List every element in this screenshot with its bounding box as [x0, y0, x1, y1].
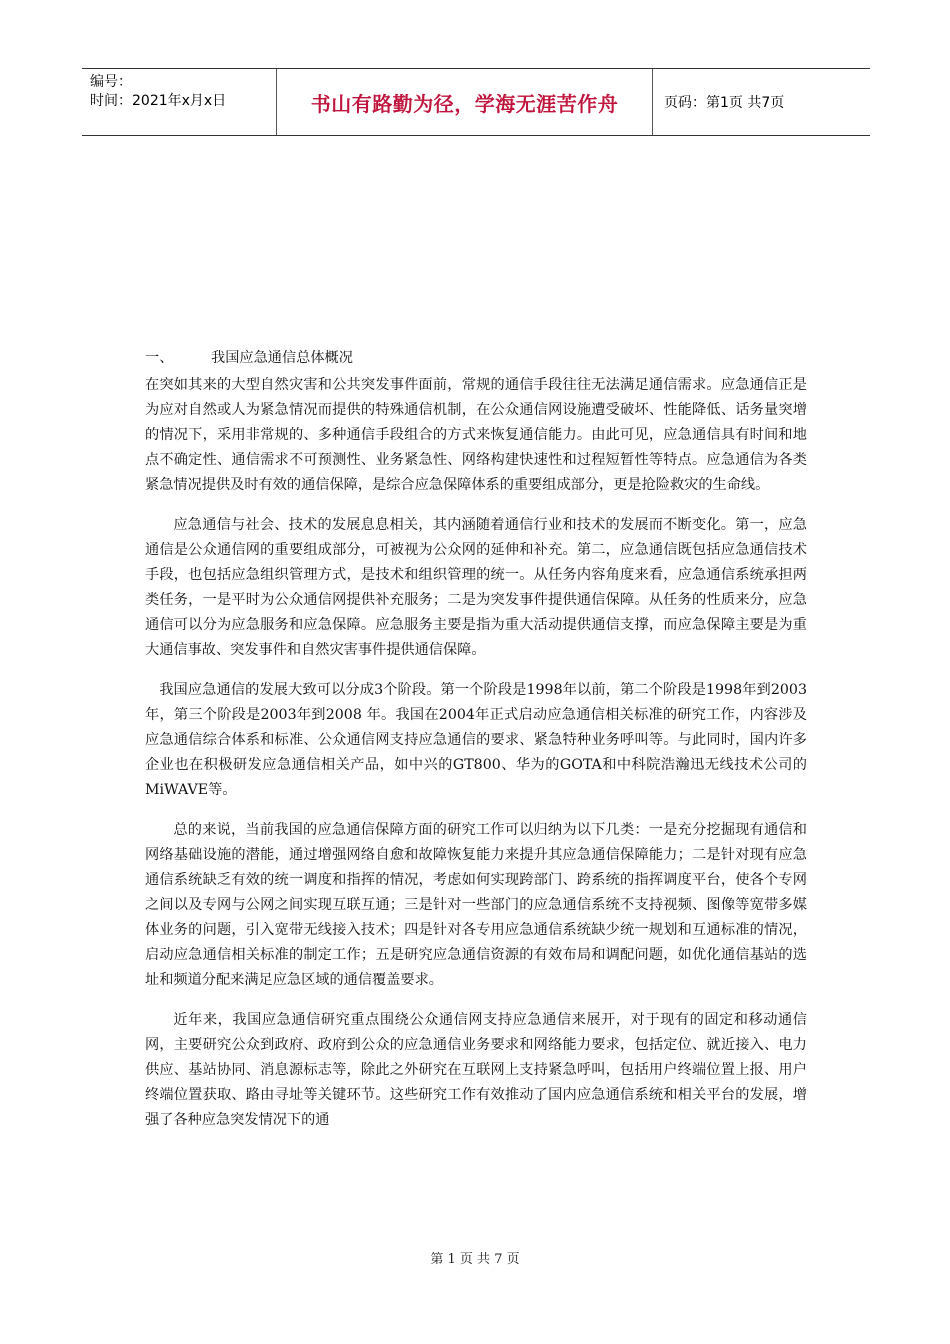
paragraph-history: 我国应急通信的发展大致可以分成3个阶段。第一个阶段是1998年以前，第二个阶段是1998年到2003年，第三个阶段是2003年到2008 年。我国在2004年正式启动应急通信相关标准的研究工作，内容涉及应急通信综合体系和标准、公众通信网支持应急通信的要求、紧急特种业务呼叫等。与此同时，国内许多企业也在积极研发应急通信相关产品，如中兴的GT800、华为的GOTA和中科院浩瀚迅无线技术公司的MiWAVE等。 — [145, 682, 807, 798]
section-number: 一、 — [145, 350, 174, 366]
header-motto: 书山有路勤为径，学海无涯苦作舟 — [310, 91, 619, 116]
paragraph-connotation: 应急通信与社会、技术的发展息息相关，其内涵随着通信行业和技术的发展而不断变化。第一，应急通信是公众通信网的重要组成部分，可被视为公众网的延伸和补充。第二，应急通信既包括应急通信技术手段，也包括应急组织管理方式，是技术和组织管理的统一。从任务内容角度来看，应急通信系统承担两类任务，一是平时为公众通信网提供补充服务；二是为突发事件提供通信保障。从任务的性质来分，应急通信可以分为应急服务和应急保障。应急服务主要是指为重大活动提供通信支撑，而应急保障主要是为重大通信事故、突发事件和自然灾害事件提供通信保障。 — [145, 517, 807, 658]
paragraph-intro: 在突如其来的大型自然灾害和公共突发事件面前，常规的通信手段往往无法满足通信需求。应急通信正是为应对自然或人为紧急情况而提供的特殊通信机制，在公众通信网设施遭受破坏、性能降低、话务量突增的情况下，采用非常规的、多种通信手段组合的方式来恢复通信能力。由此可见，应急通信具有时间和地点不确定性、通信需求不可预测性、业务紧急性、网络构建快速性和过程短暂性等特点。应急通信为各类紧急情况提供及时有效的通信保障，是综合应急保障体系的重要组成部分，更是抢险救灾的生命线。 — [145, 377, 807, 493]
header-meta — [90, 73, 226, 111]
page-footer: 第 1 页 共 7 页 — [430, 1252, 520, 1267]
document-date: 时间：2021年x月x日 — [90, 93, 227, 109]
header-page-info: 页码：第1页 共7页 — [664, 95, 785, 111]
paragraph-summary: 总的来说，当前我国的应急通信保障方面的研究工作可以归纳为以下几类：一是充分挖掘现有通信和网络基础设施的潜能，通过增强网络自愈和故障恢复能力来提升其应急通信保障能力；二是针对现有应急通信系统缺乏有效的统一调度和指挥的情况，考虑如何实现跨部门、跨系统的指挥调度平台，使各个专网之间以及专网与公网之间实现互联互通；三是针对一些部门的应急通信系统不支持视频、图像等宽带多媒体业务的问题，引入宽带无线接入技术；四是针对各专用应急通信系统缺少统一规划和互通标准的情况，启动应急通信相关标准的制定工作；五是研究应急通信资源的有效布局和调配问题，如优化通信基站的选址和频道分配来满足应急区域的通信覆盖要求。 — [145, 822, 807, 988]
document-body — [145, 346, 807, 1133]
header-divider-right — [652, 69, 653, 135]
section-heading — [145, 346, 807, 371]
page-header — [82, 68, 870, 136]
paragraph-recent: 近年来，我国应急通信研究重点围绕公众通信网支持应急通信来展开，对于现有的固定和移动通信网，主要研究公众到政府、政府到公众的应急通信业务要求和网络能力要求，包括定位、就近接入、电力供应、基站协同、消息源标志等，除此之外研究在互联网上支持紧急呼叫，包括用户终端位置上报、用户终端位置获取、路由寻址等关键环节。这些研究工作有效推动了国内应急通信系统和相关平台的发展，增强了各种应急突发情况下的通 — [145, 1012, 807, 1128]
section-title: 我国应急通信总体概况 — [211, 350, 353, 366]
document-number-label: 编号： — [90, 74, 132, 90]
